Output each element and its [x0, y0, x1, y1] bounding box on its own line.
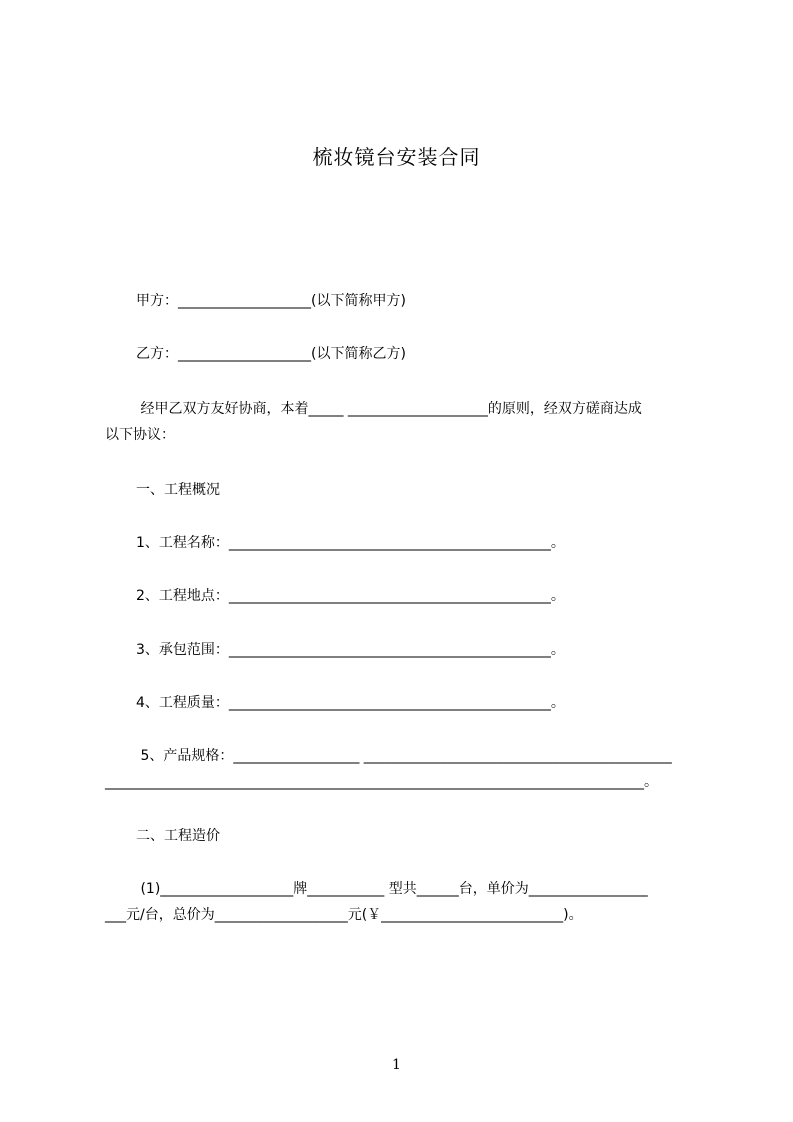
item-project-location: 2、工程地点：______________________________________________。	[136, 588, 565, 604]
intro-line-2: 以下协议：	[105, 427, 175, 443]
item-product-spec-line-1: 5、产品规格：__________________ ____________________________________________	[136, 748, 672, 764]
party-b-line: 乙方：___________________(以下简称乙方)	[136, 346, 406, 362]
item-product-spec-line-2: _____________________________________________________________________________。	[105, 774, 658, 790]
price-line-1: (1)___________________牌___________ 型共______台，单价为_________________	[136, 881, 648, 897]
page-number: 1	[392, 1057, 401, 1073]
item-contract-scope: 3、承包范围：______________________________________________。	[136, 642, 565, 658]
party-a-line: 甲方：___________________(以下简称甲方)	[136, 293, 406, 309]
item-project-name: 1、工程名称：______________________________________________。	[136, 535, 565, 551]
section-heading-overview: 一、工程概况	[136, 482, 220, 498]
intro-line-1: 经甲乙双方友好协商，本着_____ ____________________的原则，经双方磋商达成	[136, 401, 642, 417]
contract-title: 梳妆镜台安装合同	[312, 145, 481, 169]
section-heading-price: 二、工程造价	[136, 828, 220, 844]
item-project-quality: 4、工程质量：______________________________________________。	[136, 695, 565, 711]
price-line-2: ___元/台，总价为___________________元(￥__________________________)。	[105, 907, 583, 923]
